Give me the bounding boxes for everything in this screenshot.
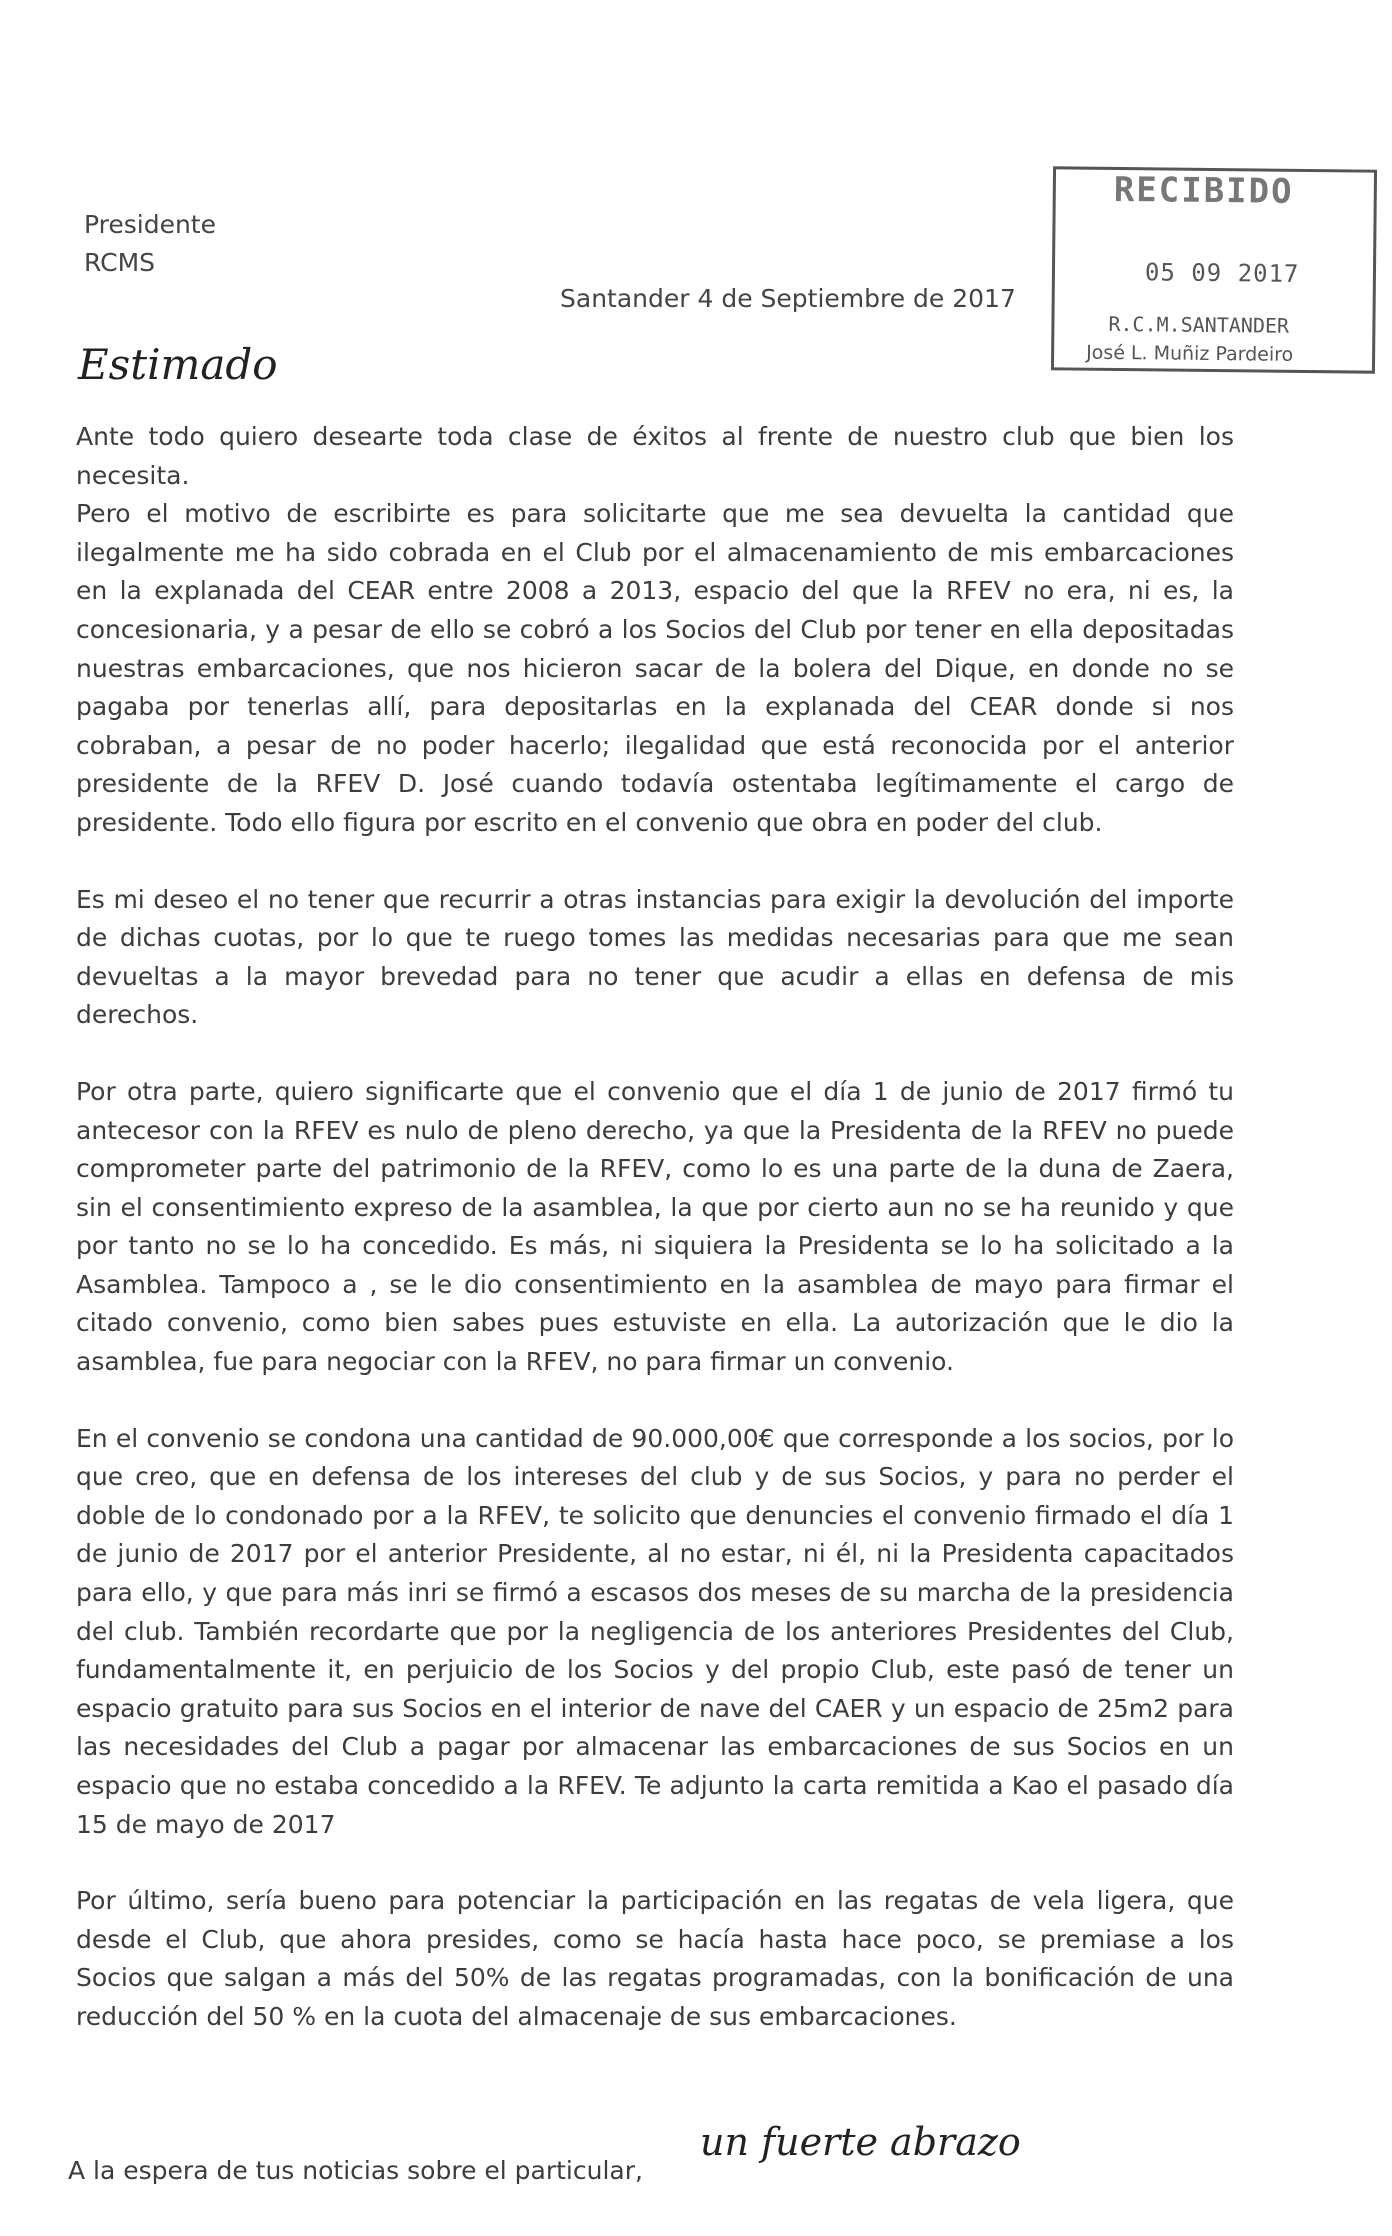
stamp-title: RECIBIDO	[1113, 169, 1294, 212]
stamp-place: R.C.M.SANTANDER	[1108, 311, 1290, 338]
letter-date: Santander 4 de Septiembre de 2017	[560, 284, 1016, 313]
stamp-person: José L. Muñiz Pardeiro	[1086, 341, 1294, 366]
handwritten-signature: un fuerte abrazo	[700, 2120, 1021, 2164]
letter-body	[76, 418, 1234, 2075]
paragraph-instances: Es mi deseo el no tener que recurrir a otras instancias para exigir la devolución del importe de dichas cuotas, por lo que te ruego tomes las medidas necesarias para que me sean devueltas a la mayor brevedad para no tener que acudir a ellas en defensa de mis derechos.	[76, 884, 1234, 1030]
recipient-title: Presidente	[84, 210, 216, 239]
paragraph-refund-request: Pero el motivo de escribirte es para solicitarte que me sea devuelta la cantidad que ilegalmente me ha sido cobrada en el Club por el almacenamiento de mis embarcaciones en la explanada del CEAR entre 2008 a 2013, espacio del que la RFEV no era, ni es, la concesionaria, y a pesar de ello se cobró a los Socios del Club por tener en ella depositadas nuestras embarcaciones, que nos hicieron sacar de la bolera del Dique, en donde no se pagaba por tenerlas allí, para depositarlas en la explanada del CEAR donde si nos cobraban, a pesar de no poder hacerlo; ilegalidad que está reconocida por el anterior presidente de la RFEV D. José cuando todavía ostentaba legítimamente el cargo de presidente. Todo ello figura por escrito en el convenio que obra en poder del club.	[76, 499, 1234, 837]
closing-line: A la espera de tus noticias sobre el particular,	[68, 2156, 643, 2185]
paragraph-condonation: En el convenio se condona una cantidad de 90.000,00€ que corresponde a los socios, por lo que creo, que en defensa de los intereses del club y de sus Socios, y para no perder el doble de lo condonado por a la RFEV, te solicito que denuncies el convenio firmado el día 1 de junio de 2017 por el anterior Presidente, al no estar, ni él, ni la Presidenta capacitados para ello, y que para más inri se firmó a escasos dos meses de su marcha de la presidencia del club. También recordarte que por la negligencia de los anteriores Presidentes del Club, fundamentalmente it, en perjuicio de los Socios y del propio Club, este pasó de tener un espacio gratuito para sus Socios en el interior de nave del CAER y un espacio de 25m2 para las necesidades del Club a pagar por almacenar las embarcaciones de sus Socios en un espacio que no estaba concedido a la RFEV. Te adjunto la carta remitida a Kao el pasado día 15 de mayo de 2017	[76, 1423, 1234, 1839]
handwritten-salutation: Estimado	[78, 340, 278, 389]
paragraph-agreement-void: Por otra parte, quiero significarte que el convenio que el día 1 de junio de 2017 firmó tu antecesor con la RFEV es nulo de pleno derecho, ya que la Presidenta de la RFEV no puede comprometer parte del patrimonio de la RFEV, como lo es una parte de la duna de Zaera, sin el consentimiento expreso de la asamblea, la que por cierto aun no se ha reunido y que por tanto no se lo ha concedido. Es más, ni siquiera la Presidenta se lo ha solicitado a la Asamblea. Tampoco a , se le dio consentimiento en la asamblea de mayo para firmar el citado convenio, como bien sabes pues estuviste en ella. La autorización que le dio la asamblea, fue para negociar con la RFEV, no para firmar un convenio.	[76, 1076, 1234, 1377]
paragraph-regattas: Por último, sería bueno para potenciar la participación en las regatas de vela ligera, que desde el Club, que ahora presides, como se hacía hasta hace poco, se premiase a los Socios que salgan a más del 50% de las regatas programadas, con la bonificación de una reducción del 50 % en la cuota del almacenaje de sus embarcaciones.	[76, 1886, 1234, 2031]
stamp-date: 05 09 2017	[1144, 258, 1300, 288]
received-stamp	[1051, 166, 1377, 373]
paragraph-greeting: Ante todo quiero desearte toda clase de éxitos al frente de nuestro club que bien los necesita.	[76, 422, 1234, 490]
recipient-organization: RCMS	[84, 248, 156, 277]
recipient-block	[84, 206, 216, 282]
